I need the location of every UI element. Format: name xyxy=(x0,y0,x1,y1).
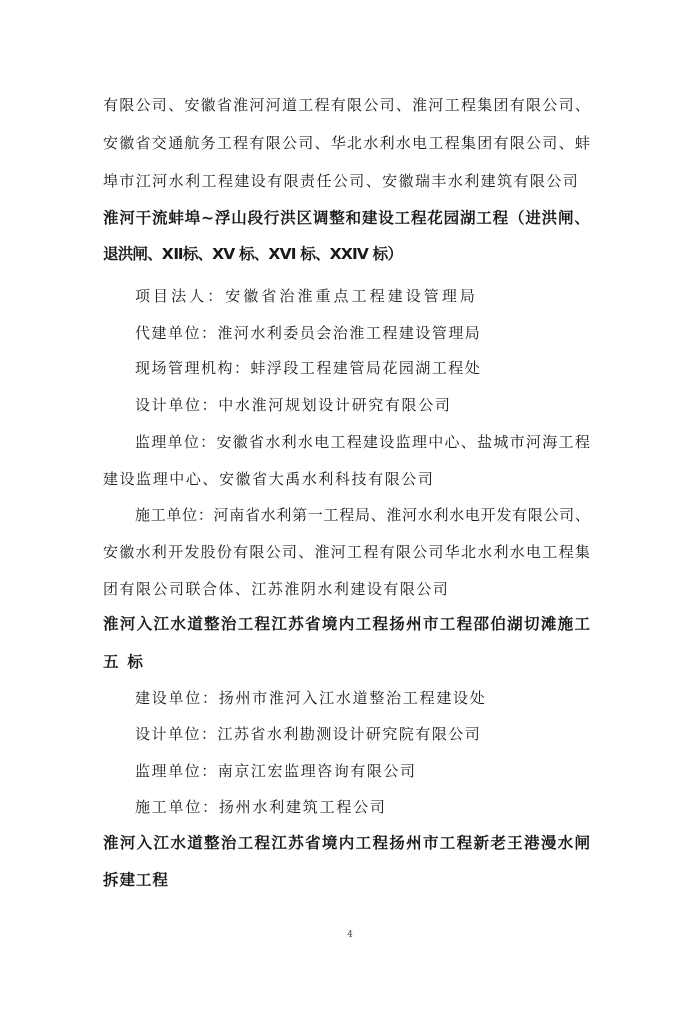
text-line: 施工单位：扬州水利建筑工程公司 xyxy=(135,798,387,816)
section-heading: 淮河入江水道整治工程江苏省境内工程扬州市工程新老王港漫水闸 xyxy=(103,834,592,852)
text-line: 项目法人：安徽省治淮重点工程建设管理局 xyxy=(135,287,478,305)
page-number: 4 xyxy=(347,930,353,940)
text-line: 团有限公司联合体、江苏淮阴水利建设有限公司 xyxy=(103,580,450,598)
text-line: 施工单位：河南省水利第一工程局、淮河水利水电开发有限公司、 xyxy=(135,506,591,524)
section-heading: 拆建工程 xyxy=(103,871,169,889)
section-heading: 退洪闸、Ⅻ标、XV 标、XVI 标、XXIV 标） xyxy=(103,245,403,263)
text-line: 监理单位：安徽省水利水电工程建设监理中心、盐城市河海工程 xyxy=(135,433,592,451)
text-line: 建设单位：扬州市淮河入江水道整治工程建设处 xyxy=(135,689,487,707)
text-line: 安徽省交通航务工程有限公司、华北水利水电工程集团有限公司、蚌 xyxy=(103,134,592,152)
text-line: 埠市江河水利工程建设有限责任公司、安徽瑞丰水利建筑有限公司 xyxy=(103,172,580,190)
text-line: 设计单位：中水淮河规划设计研究有限公司 xyxy=(135,396,452,414)
text-line: 有限公司、安徽省淮河河道工程有限公司、淮河工程集团有限公司、 xyxy=(103,96,592,114)
text-line: 现场管理机构：蚌浮段工程建管局花园湖工程处 xyxy=(135,359,482,377)
text-line: 监理单位：南京江宏监理咨询有限公司 xyxy=(135,762,417,780)
text-line: 代建单位：淮河水利委员会治淮工程建设管理局 xyxy=(135,324,482,342)
section-heading: 淮河干流蚌埠~浮山段行洪区调整和建设工程花园湖工程（进洪闸、 xyxy=(103,209,591,227)
section-heading: 五标 xyxy=(103,653,152,671)
text-line: 安徽水利开发股份有限公司、淮河工程有限公司华北水利水电工程集 xyxy=(103,543,592,561)
section-heading: 淮河入江水道整治工程江苏省境内工程扬州市工程邵伯湖切滩施工 xyxy=(103,615,592,633)
text-line: 设计单位：江苏省水利勘测设计研究院有限公司 xyxy=(135,725,482,743)
text-line: 建设监理中心、安徽省大禹水利科技有限公司 xyxy=(103,470,435,488)
